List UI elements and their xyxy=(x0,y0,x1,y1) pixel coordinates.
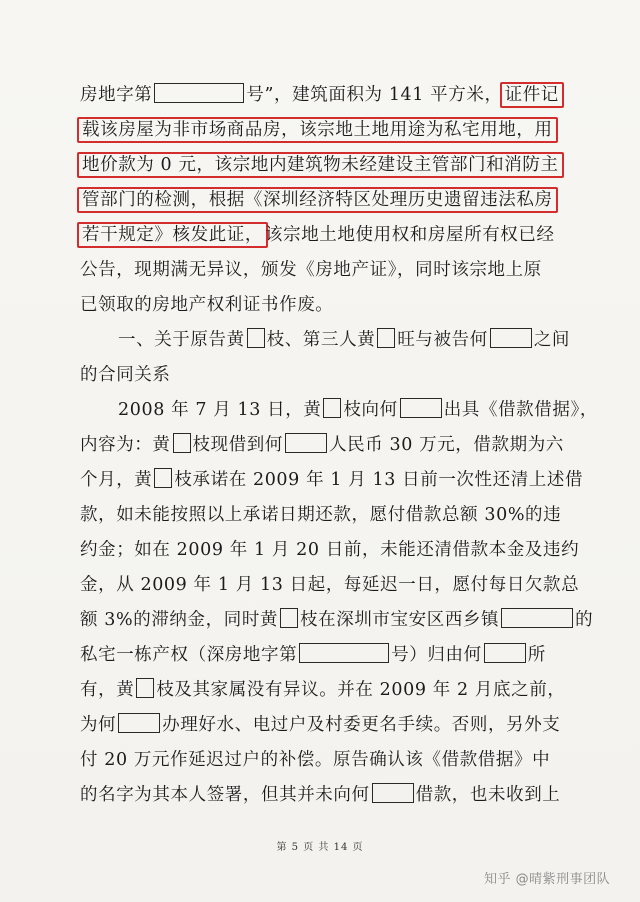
text-segment: 之间 xyxy=(533,330,571,350)
text-segment: 的合同关系 xyxy=(80,365,171,385)
text-segment: 枝在深圳市宝安区西乡镇 xyxy=(300,610,500,630)
redaction-box xyxy=(285,433,327,453)
text-segment: 个月，黄 xyxy=(80,470,153,490)
text-segment: 出具《借款借据》， xyxy=(443,400,598,420)
redaction-box xyxy=(490,328,532,348)
redaction-box xyxy=(323,398,341,418)
page-number: 第 5 页 共 14 页 xyxy=(276,842,364,853)
highlighted-text: 地价款为 0 元，该宗地内建筑物未经建设主管部门和消防主 xyxy=(77,152,564,178)
text-segment: 号”，建筑面积为 141 平方米， xyxy=(246,85,503,105)
text-line xyxy=(80,253,550,287)
redaction-box xyxy=(377,328,395,348)
text-segment: 号）归由何 xyxy=(391,645,482,665)
text-line xyxy=(80,428,564,462)
text-line xyxy=(80,358,550,392)
text-line xyxy=(80,498,562,532)
redaction-box xyxy=(247,328,265,348)
text-line xyxy=(80,113,553,147)
text-segment: 枝承诺在 2009 年 1 月 13 日前一次性还清上述借 xyxy=(174,470,584,490)
redaction-box xyxy=(299,643,389,663)
text-segment: 2008 年 7 月 13 日，黄 xyxy=(118,400,322,420)
text-segment: 枝及其家属没有异议。并在 2009 年 2 月底之前， xyxy=(156,680,566,700)
text-line xyxy=(80,603,594,637)
text-segment: 房地字第 xyxy=(80,85,153,105)
highlighted-text: 若干规定》核发此证， xyxy=(77,222,268,248)
text-segment: 旺与被告何 xyxy=(397,330,488,350)
text-segment: 额 3%的滞纳金，同时黄 xyxy=(80,610,279,630)
text-line xyxy=(80,743,550,777)
text-line xyxy=(80,463,584,497)
text-segment: 所 xyxy=(527,645,546,665)
text-line xyxy=(80,673,566,707)
text-segment: 款，如未能按照以上承诺日期还款，愿付借款总额 30%的违 xyxy=(80,505,562,525)
text-segment: 该宗地土地使用权和房屋所有权已经 xyxy=(265,225,555,245)
redaction-box xyxy=(173,433,191,453)
redaction-box xyxy=(136,678,154,698)
text-segment: 枝向何 xyxy=(343,400,398,420)
redaction-box xyxy=(501,608,573,628)
text-segment: 约金；如在 2009 年 1 月 20 日前，未能还清借款本金及违约 xyxy=(80,540,580,560)
text-segment: 金，从 2009 年 1 月 13 日起，每延迟一日，愿付每日欠款总 xyxy=(80,575,580,595)
text-segment: 有，黄 xyxy=(80,680,135,700)
text-segment: 为何 xyxy=(80,715,117,735)
highlighted-text: 载该房屋为非市场商品房，该宗地土地用途为私宅用地，用 xyxy=(77,117,558,143)
text-line xyxy=(80,638,550,672)
redaction-box xyxy=(118,713,160,733)
text-segment: 的名字为其本人签署，但其并未向何 xyxy=(80,785,370,805)
text-line xyxy=(80,568,580,602)
text-segment: 办理好水、电过户及村委更名手续。否则，另外支 xyxy=(162,715,561,735)
text-segment: 一、关于原告黄 xyxy=(118,330,245,350)
redaction-box xyxy=(400,398,442,418)
text-segment: 枝、第三人黄 xyxy=(266,330,376,350)
text-line xyxy=(80,218,555,252)
text-line xyxy=(80,183,553,217)
redaction-box xyxy=(484,643,526,663)
redaction-box xyxy=(372,783,414,803)
text-segment: 人民币 30 万元，借款期为六 xyxy=(329,435,564,455)
redaction-box xyxy=(154,83,244,103)
text-line xyxy=(80,778,561,812)
watermark: 知乎 @晴紫刑事团队 xyxy=(484,872,611,887)
text-segment: 付 20 万元作延迟过户的补偿。原告确认该《借款借据》中 xyxy=(80,750,551,770)
text-segment: 枝现借到何 xyxy=(192,435,283,455)
text-segment: 已领取的房地产权利证书作废。 xyxy=(80,295,334,315)
redaction-box xyxy=(154,468,172,488)
text-segment: 的 xyxy=(575,610,594,630)
highlighted-text: 证件记 xyxy=(500,82,564,108)
highlighted-text: 管部门的检测，根据《深圳经济特区处理历史遗留违法私房 xyxy=(77,187,558,213)
text-line xyxy=(80,78,559,112)
text-segment: 内容为：黄 xyxy=(80,435,171,455)
section-heading xyxy=(80,323,588,357)
text-line xyxy=(80,533,580,567)
text-line xyxy=(80,708,561,742)
text-segment: 私宅一栋产权（深房地字第 xyxy=(80,645,298,665)
text-segment: 借款，也未收到上 xyxy=(415,785,561,805)
text-segment: 公告，现期满无异议，颁发《房地产证》，同时该宗地上原 xyxy=(80,260,542,280)
text-line xyxy=(80,148,559,182)
text-line xyxy=(80,393,598,427)
text-line xyxy=(80,288,550,322)
redaction-box xyxy=(280,608,298,628)
